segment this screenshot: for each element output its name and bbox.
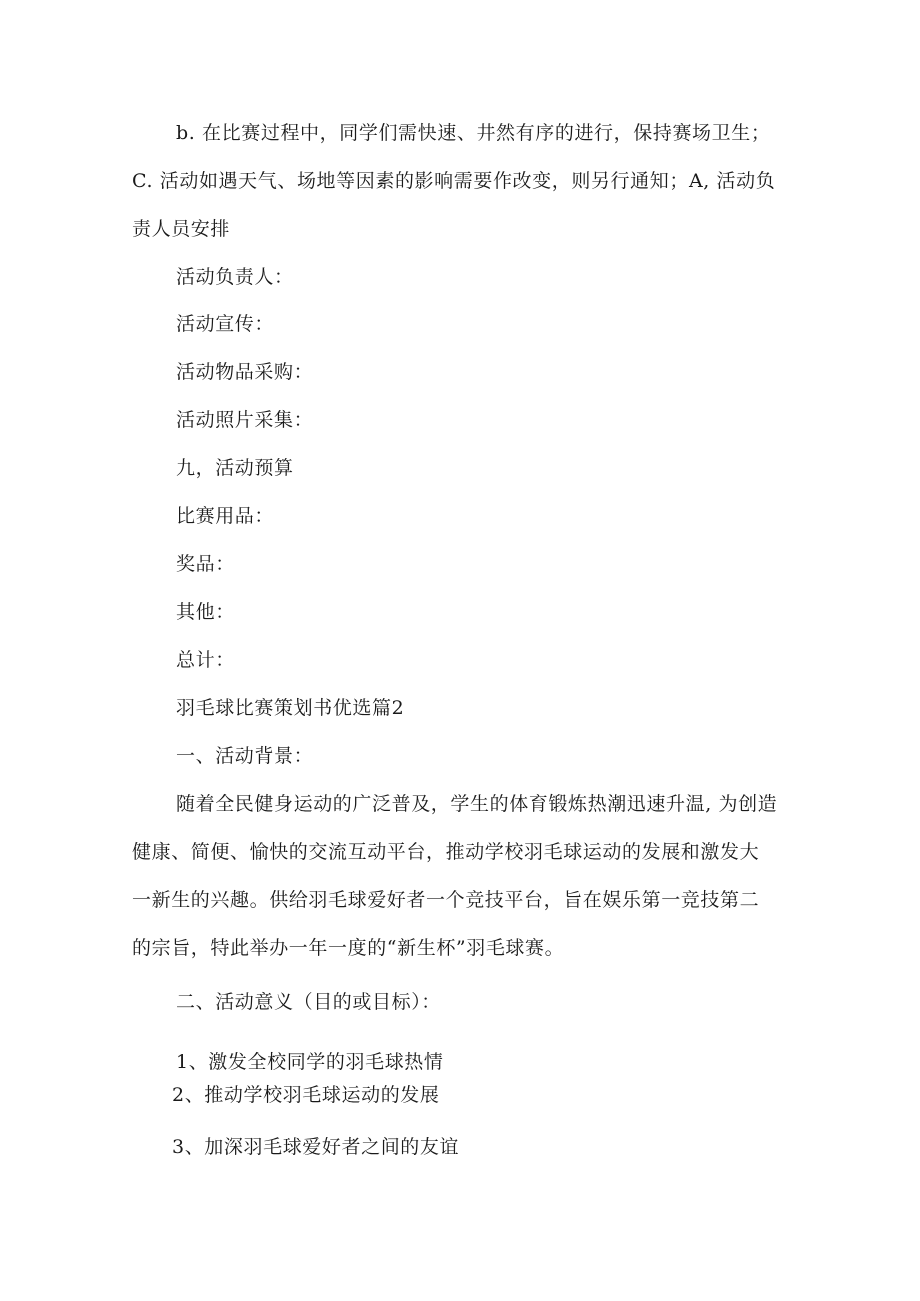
- text-line-9: 比赛用品：: [176, 505, 275, 527]
- text-line-4: 活动负责人：: [176, 266, 294, 288]
- list-item-1: 1、激发全校同学的羽毛球热情: [176, 1051, 444, 1073]
- list-item-3: 3、加深羽毛球爱好者之间的友谊: [172, 1136, 460, 1158]
- text-line-12: 总计：: [176, 649, 235, 671]
- text-line-7: 活动照片采集：: [176, 409, 314, 431]
- text-line-1: b. 在比赛过程中，同学们需快速、井然有序的进行，保持赛场卫生；: [176, 122, 771, 144]
- paragraph-line-3: 一新生的兴趣。供给羽毛球爱好者一个竞技平台，旨在娱乐第一竞技第二: [132, 889, 760, 911]
- section-heading-background: 一、活动背景：: [176, 745, 314, 767]
- text-line-2: C. 活动如遇天气、场地等因素的影响需要作改变，则另行通知；A, 活动负: [132, 170, 776, 192]
- section-heading-significance: 二、活动意义（目的或目标）：: [176, 991, 441, 1013]
- text-line-5: 活动宣传：: [176, 313, 275, 335]
- paragraph-line-1: 随着全民健身运动的广泛普及，学生的体育锻炼热潮迅速升温, 为创造: [176, 793, 778, 815]
- text-line-3: 责人员安排: [132, 218, 231, 240]
- section-heading-budget: 九，活动预算: [176, 457, 294, 479]
- paragraph-line-4: 的宗旨，特此举办一年一度的“新生杯”羽毛球赛。: [132, 937, 565, 959]
- text-line-6: 活动物品采购：: [176, 361, 314, 383]
- text-line-10: 奖品：: [176, 553, 235, 575]
- text-line-11: 其他：: [176, 601, 235, 623]
- list-item-2: 2、推动学校羽毛球运动的发展: [172, 1084, 440, 1106]
- paragraph-line-2: 健康、简便、愉快的交流互动平台，推动学校羽毛球运动的发展和激发大: [132, 841, 760, 863]
- article-title: 羽毛球比赛策划书优选篇2: [176, 697, 405, 719]
